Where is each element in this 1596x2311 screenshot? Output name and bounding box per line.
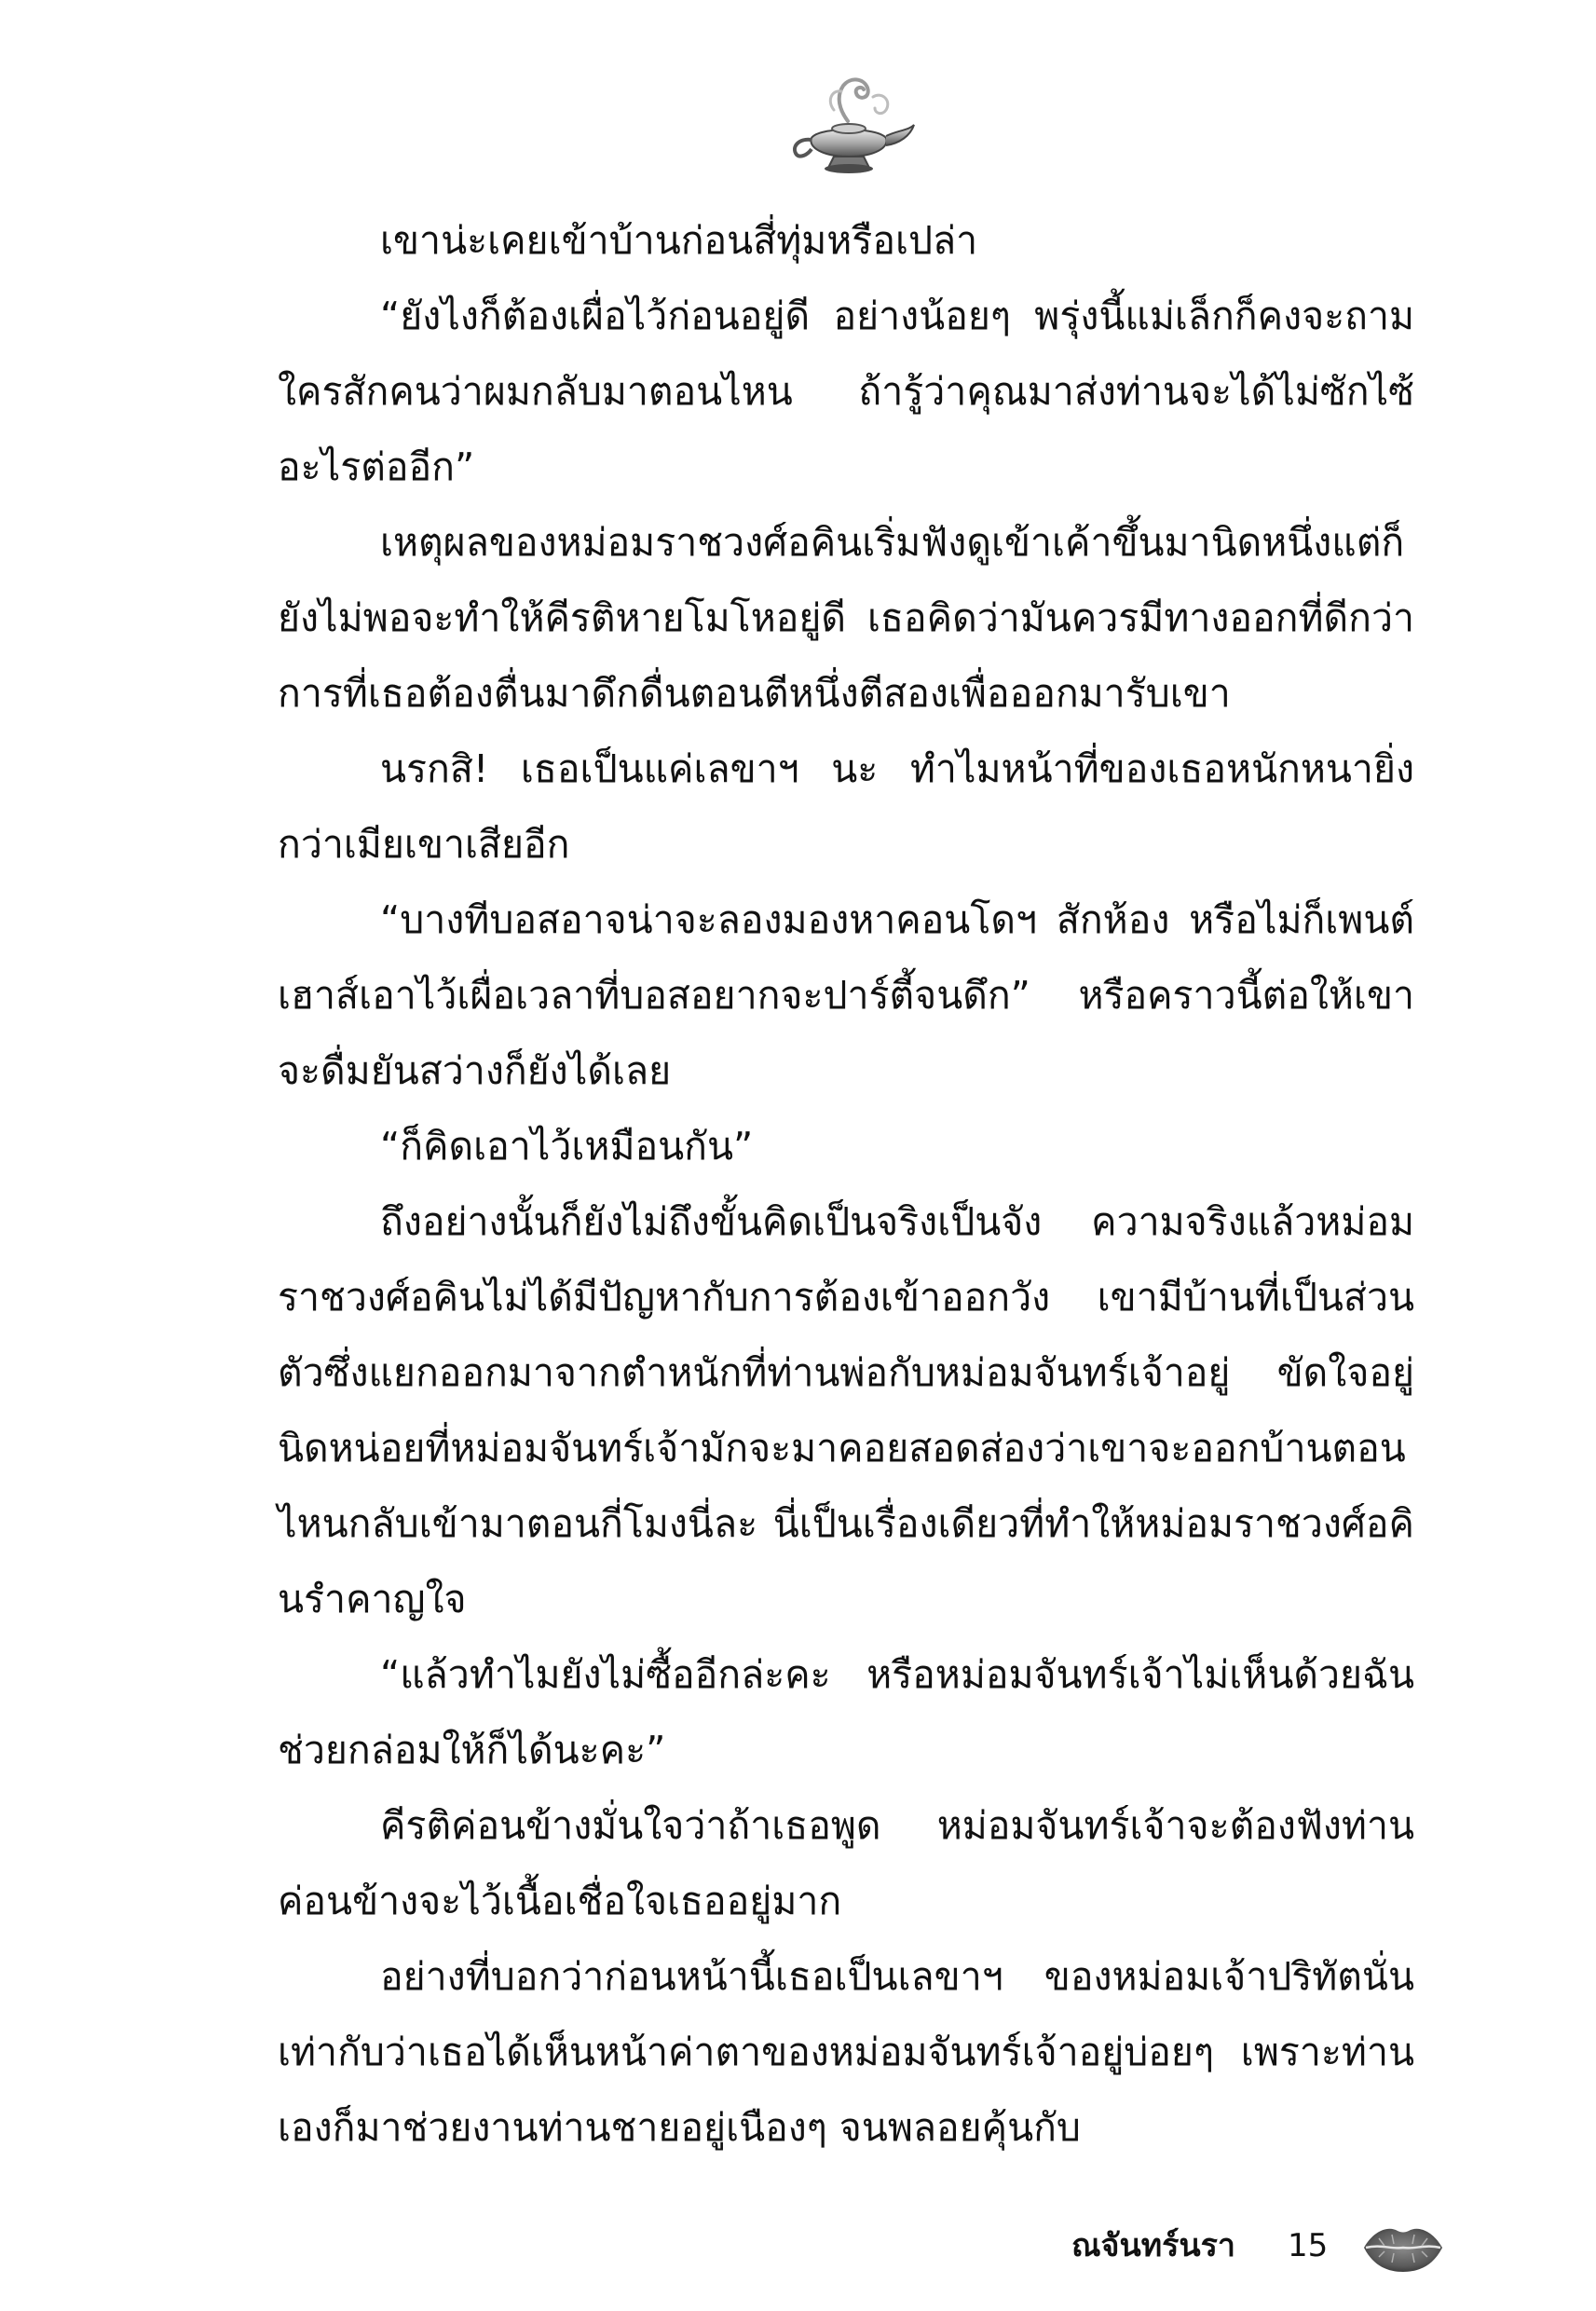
paragraph: อย่างที่บอกว่าก่อนหน้านี้เธอเป็นเลขาฯ ของหม่อมเจ้าปริทัตนั่นเท่ากับว่าเธอได้เห็นหน้าค่าตาของหม่อมจันทร์เจ้าอยู่บ่อยๆ เพราะท่านเองก็มาช่วยงานท่านชายอยู่เนืองๆ จนพลอยคุ้นกับ xyxy=(278,1954,1414,2150)
lips-icon xyxy=(1360,2220,1446,2276)
paragraph: “แล้วทำไมยังไม่ซื้ออีกล่ะคะ หรือหม่อมจันทร์เจ้าไม่เห็นด้วยฉันช่วยกล่อมให้ก็ได้นะคะ” xyxy=(278,1652,1414,1772)
paragraph: “ก็คิดเอาไว้เหมือนกัน” xyxy=(380,1124,754,1169)
paragraph: ถึงอย่างนั้นก็ยังไม่ถึงขั้นคิดเป็นจริงเป็นจัง ความจริงแล้วหม่อมราชวงศ์อคินไม่ได้มีปัญหากับการต้องเข้าออกวัง เขามีบ้านที่เป็นส่วนตัวซึ่งแยกออกมาจากตำหนักที่ท่านพ่อกับหม่อมจันทร์เจ้าอยู่ ขัดใจอยู่นิดหน่อยที่หม่อมจันทร์เจ้ามักจะมาคอยสอดส่องว่าเขาจะออกบ้านตอนไหนกลับเข้ามาตอนกี่โมงนี่ละ นี่เป็นเรื่องเดียวที่ทำให้หม่อมราชวงศ์อคินรำคาญใจ xyxy=(278,1199,1414,1621)
page-number: 15 xyxy=(1288,2227,1329,2264)
paragraph: เหตุผลของหม่อมราชวงศ์อคินเริ่มฟังดูเข้าเค้าขึ้นมานิดหนึ่งแต่ก็ยังไม่พอจะทำให้คีรติหายโมโหอยู่ดี เธอคิดว่ามันควรมีทางออกที่ดีกว่าการที่เธอต้องตื่นมาดึกดื่นตอนตีหนึ่งตีสองเพื่อออกมารับเขา xyxy=(278,520,1414,716)
paragraph: “ยังไงก็ต้องเผื่อไว้ก่อนอยู่ดี อย่างน้อยๆ พรุ่งนี้แม่เล็กก็คงจะถามใครสักคนว่าผมกลับมาตอนไหน ถ้ารู้ว่าคุณมาส่งท่านจะได้ไม่ซักไซ้อะไรต่ออีก” xyxy=(278,294,1414,489)
body-text xyxy=(278,203,1414,2166)
book-title: ณจันทร์นรา xyxy=(1071,2227,1235,2264)
paragraph: คีรติค่อนข้างมั่นใจว่าถ้าเธอพูด หม่อมจันทร์เจ้าจะต้องฟังท่านค่อนข้างจะไว้เนื้อเชื่อใจเธออยู่มาก xyxy=(278,1803,1414,1923)
magic-lamp-icon xyxy=(778,73,918,175)
paragraph: “บางทีบอสอาจน่าจะลองมองหาคอนโดฯ สักห้อง หรือไม่ก็เพนต์เฮาส์เอาไว้เผื่อเวลาที่บอสอยากจะปาร์ตี้จนดึก” หรือคราวนี้ต่อให้เขาจะดื่มยันสว่างก็ยังได้เลย xyxy=(278,897,1414,1093)
page-footer xyxy=(1071,2218,1463,2283)
paragraph: นรกสิ! เธอเป็นแค่เลขาฯ นะ ทำไมหน้าที่ของเธอหนักหนายิ่งกว่าเมียเขาเสียอีก xyxy=(278,746,1414,867)
paragraph: เขาน่ะเคยเข้าบ้านก่อนสี่ทุ่มหรือเปล่า xyxy=(380,218,978,263)
